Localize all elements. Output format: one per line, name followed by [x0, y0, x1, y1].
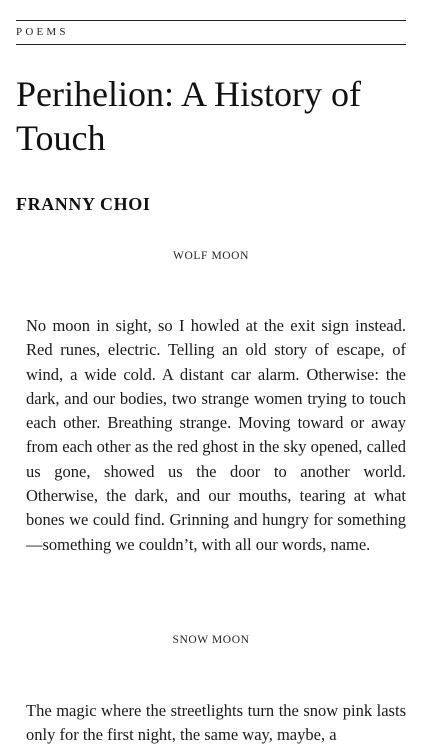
poem-title: Perihelion: A History of Touch [16, 74, 361, 158]
poem-author[interactable]: FRANNY CHOI [16, 194, 151, 214]
section-heading-snow-moon: SNOW MOON [172, 634, 250, 646]
section-heading-wolf-moon: WOLF MOON [173, 250, 249, 262]
section-label[interactable]: POEMS [16, 26, 69, 38]
poem-stanza: No moon in sight, so I howled at the exit sign instead. Red runes, electric. Telling an old story of escape, of wind, a wide cold. A distant car alarm. Otherwise: the dark, and our bodies, two strange women trying to touch each other. Breathing strange. Moving toward or away from each other as the red ghost in the sky opened, called us gone, showed us the door to another world. Otherwise, the dark, and our mouths, tearing at what bones we could find. Grinning and hungry for something—something we couldn’t, with all our words, name. [26, 316, 406, 554]
poem-stanza: The magic where the streetlights turn the snow pink lasts only for the first night, the same way, maybe, a [26, 701, 406, 745]
section-header-bar [16, 20, 406, 45]
